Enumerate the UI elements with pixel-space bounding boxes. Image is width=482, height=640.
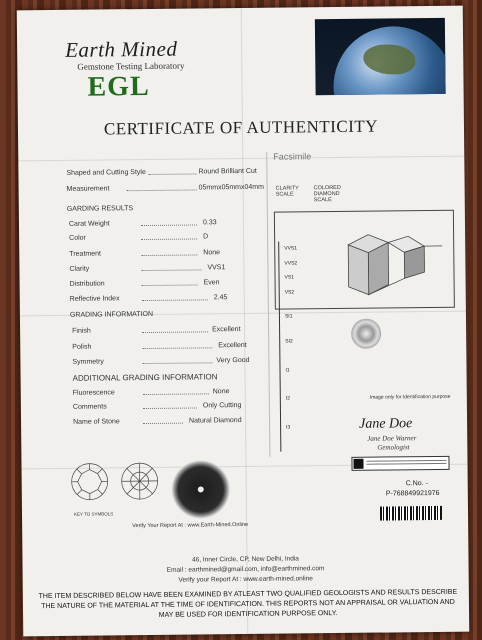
additional-value: None bbox=[212, 388, 230, 396]
fold-line bbox=[241, 8, 249, 634]
cert-number-label: C.No. - bbox=[405, 480, 428, 488]
diamond-top-diagram bbox=[69, 461, 109, 501]
footer-verify: Verify your Report At : www.earth-mined.online bbox=[178, 575, 313, 584]
dotted-leader bbox=[141, 249, 197, 256]
additional-value: Only Cutting bbox=[202, 402, 242, 410]
diamond-stone bbox=[198, 486, 204, 492]
dotted-leader bbox=[143, 402, 197, 409]
stamp-text-line bbox=[367, 463, 447, 465]
verify-small: Verify Your Report At : www.Earth-Mined.Online bbox=[132, 521, 249, 530]
clarity-grades bbox=[284, 241, 299, 434]
additional-label: Name of Stone bbox=[73, 418, 120, 426]
grading-info-row bbox=[72, 357, 262, 369]
dotted-leader bbox=[143, 388, 209, 395]
grade-label: SI1 bbox=[284, 313, 293, 320]
detail-row bbox=[66, 168, 266, 180]
cert-number: P-768849921976 bbox=[385, 489, 440, 498]
grading-info-label: Polish bbox=[72, 343, 92, 351]
grading-label: Reflective Index bbox=[69, 295, 120, 303]
stamp-box bbox=[351, 456, 449, 471]
additional-label: Comments bbox=[72, 403, 107, 411]
dotted-leader bbox=[142, 342, 212, 349]
grading-info-label: Finish bbox=[72, 327, 91, 335]
grading-row bbox=[70, 279, 260, 291]
grading-row bbox=[69, 233, 259, 245]
diamond-bottom-diagram bbox=[119, 461, 159, 501]
facsimile-label: Facsimile bbox=[273, 151, 312, 162]
grading-info-row bbox=[72, 326, 262, 338]
disclaimer: THE ITEM DESCRIBED BELOW HAVE BEEN EXAMINED BY ATLEAST TWO QUALIFIED GEOLOGISTS AND RESULTS DESCRIBE THE NATURE OF THE MATERIAL AT THE TIME OF IDENTIFICATION. THIS REPORTS NOT AN APPRAISAL OR VALUATION AND MAY BE USED FOR IDENTIFICATION PURPOSE ONLY. bbox=[38, 588, 458, 619]
section-heading: ADDITIONAL GRADING INFORMATION bbox=[72, 372, 218, 383]
grading-info-value: Excellent bbox=[212, 326, 241, 334]
certificate-title: CERTIFICATE OF AUTHENTICITY bbox=[103, 116, 379, 139]
grading-label: Distribution bbox=[69, 280, 105, 288]
additional-value: Natural Diamond bbox=[189, 417, 242, 425]
detail-label: Measurement bbox=[66, 185, 110, 193]
dotted-leader bbox=[142, 294, 208, 301]
grading-info-value: Very Good bbox=[216, 356, 250, 365]
grading-info-value: Excellent bbox=[218, 341, 247, 350]
stamp-mark bbox=[353, 459, 363, 469]
grading-value: Even bbox=[203, 279, 220, 287]
detail-label: Shaped and Cutting Style bbox=[66, 169, 146, 177]
signer-name: Jane Doe Warner bbox=[367, 434, 417, 443]
grade-label: I2 bbox=[285, 395, 291, 402]
color-scale-diagram bbox=[338, 224, 449, 305]
diamond-capsule bbox=[171, 460, 230, 519]
key-to-symbols: KEY TO SYMBOLS bbox=[73, 511, 114, 517]
grading-value: D bbox=[203, 233, 209, 241]
detail-value: 05mmx05mmx04mm bbox=[198, 183, 264, 192]
grade-label: VVS1 bbox=[284, 245, 298, 252]
grading-label: Treatment bbox=[69, 250, 101, 258]
dotted-leader bbox=[148, 168, 196, 175]
dotted-leader bbox=[127, 184, 197, 191]
signer-role: Gemologist bbox=[377, 443, 410, 452]
grading-row bbox=[69, 264, 259, 276]
diamond-photo bbox=[351, 319, 381, 349]
grade-label: I3 bbox=[286, 424, 291, 431]
grading-row bbox=[70, 294, 260, 306]
colored-scale-label: COLORED DIAMOND SCALE bbox=[313, 184, 341, 204]
dotted-leader bbox=[141, 219, 197, 226]
additional-row bbox=[73, 417, 263, 429]
footer-email: Email : earthmined@gmail.com, info@earthmined.com bbox=[166, 565, 325, 574]
dotted-leader bbox=[142, 279, 198, 286]
grading-label: Clarity bbox=[69, 265, 90, 273]
grade-label: VS2 bbox=[284, 289, 295, 296]
detail-row bbox=[67, 184, 267, 196]
grading-value: 0.33 bbox=[202, 219, 217, 227]
brand-subtitle: Gemstone Testing Laboratory bbox=[77, 60, 185, 72]
grading-row bbox=[69, 249, 259, 261]
grade-label: VVS2 bbox=[284, 260, 298, 267]
section-heading: GARDING RESULTS bbox=[66, 205, 134, 213]
grade-label: VS1 bbox=[284, 274, 295, 281]
grading-info-label: Symmetry bbox=[72, 358, 104, 366]
grading-row bbox=[69, 219, 259, 231]
footer-address: 46, Inner Circle, CP, New Delhi, India bbox=[192, 555, 299, 564]
image-note: Image only for Identification purpose bbox=[369, 393, 451, 401]
section-heading: GRADING INFORMATION bbox=[69, 310, 154, 319]
dotted-leader bbox=[141, 233, 197, 240]
clarity-scale-label: CLARITY SCALE bbox=[275, 185, 299, 198]
facsimile-panel bbox=[266, 150, 462, 457]
certificate-document bbox=[17, 6, 470, 637]
additional-row bbox=[73, 402, 263, 414]
lab-logo: EGL bbox=[87, 70, 150, 103]
grade-label: SI2 bbox=[285, 338, 293, 345]
additional-row bbox=[73, 388, 263, 400]
grading-label: Carat Weight bbox=[68, 220, 110, 228]
signature: Jane Doe bbox=[359, 416, 413, 432]
grading-value: VVS1 bbox=[207, 264, 226, 272]
additional-label: Fluorescence bbox=[72, 389, 115, 397]
grading-value: None bbox=[203, 249, 221, 257]
grade-label: I1 bbox=[285, 367, 290, 374]
dotted-leader bbox=[142, 357, 212, 364]
grading-value: 2.45 bbox=[213, 294, 228, 302]
grading-info-row bbox=[72, 342, 262, 354]
dotted-leader bbox=[141, 264, 201, 271]
grading-label: Color bbox=[69, 234, 86, 242]
stamp-text-line bbox=[366, 460, 446, 462]
dotted-leader bbox=[143, 418, 183, 424]
brand-logo: Earth Mined bbox=[65, 36, 178, 62]
barcode bbox=[380, 506, 442, 521]
detail-value: Round Brilliant Cut bbox=[198, 167, 257, 176]
dotted-leader bbox=[142, 326, 208, 333]
earth-image bbox=[315, 18, 446, 95]
